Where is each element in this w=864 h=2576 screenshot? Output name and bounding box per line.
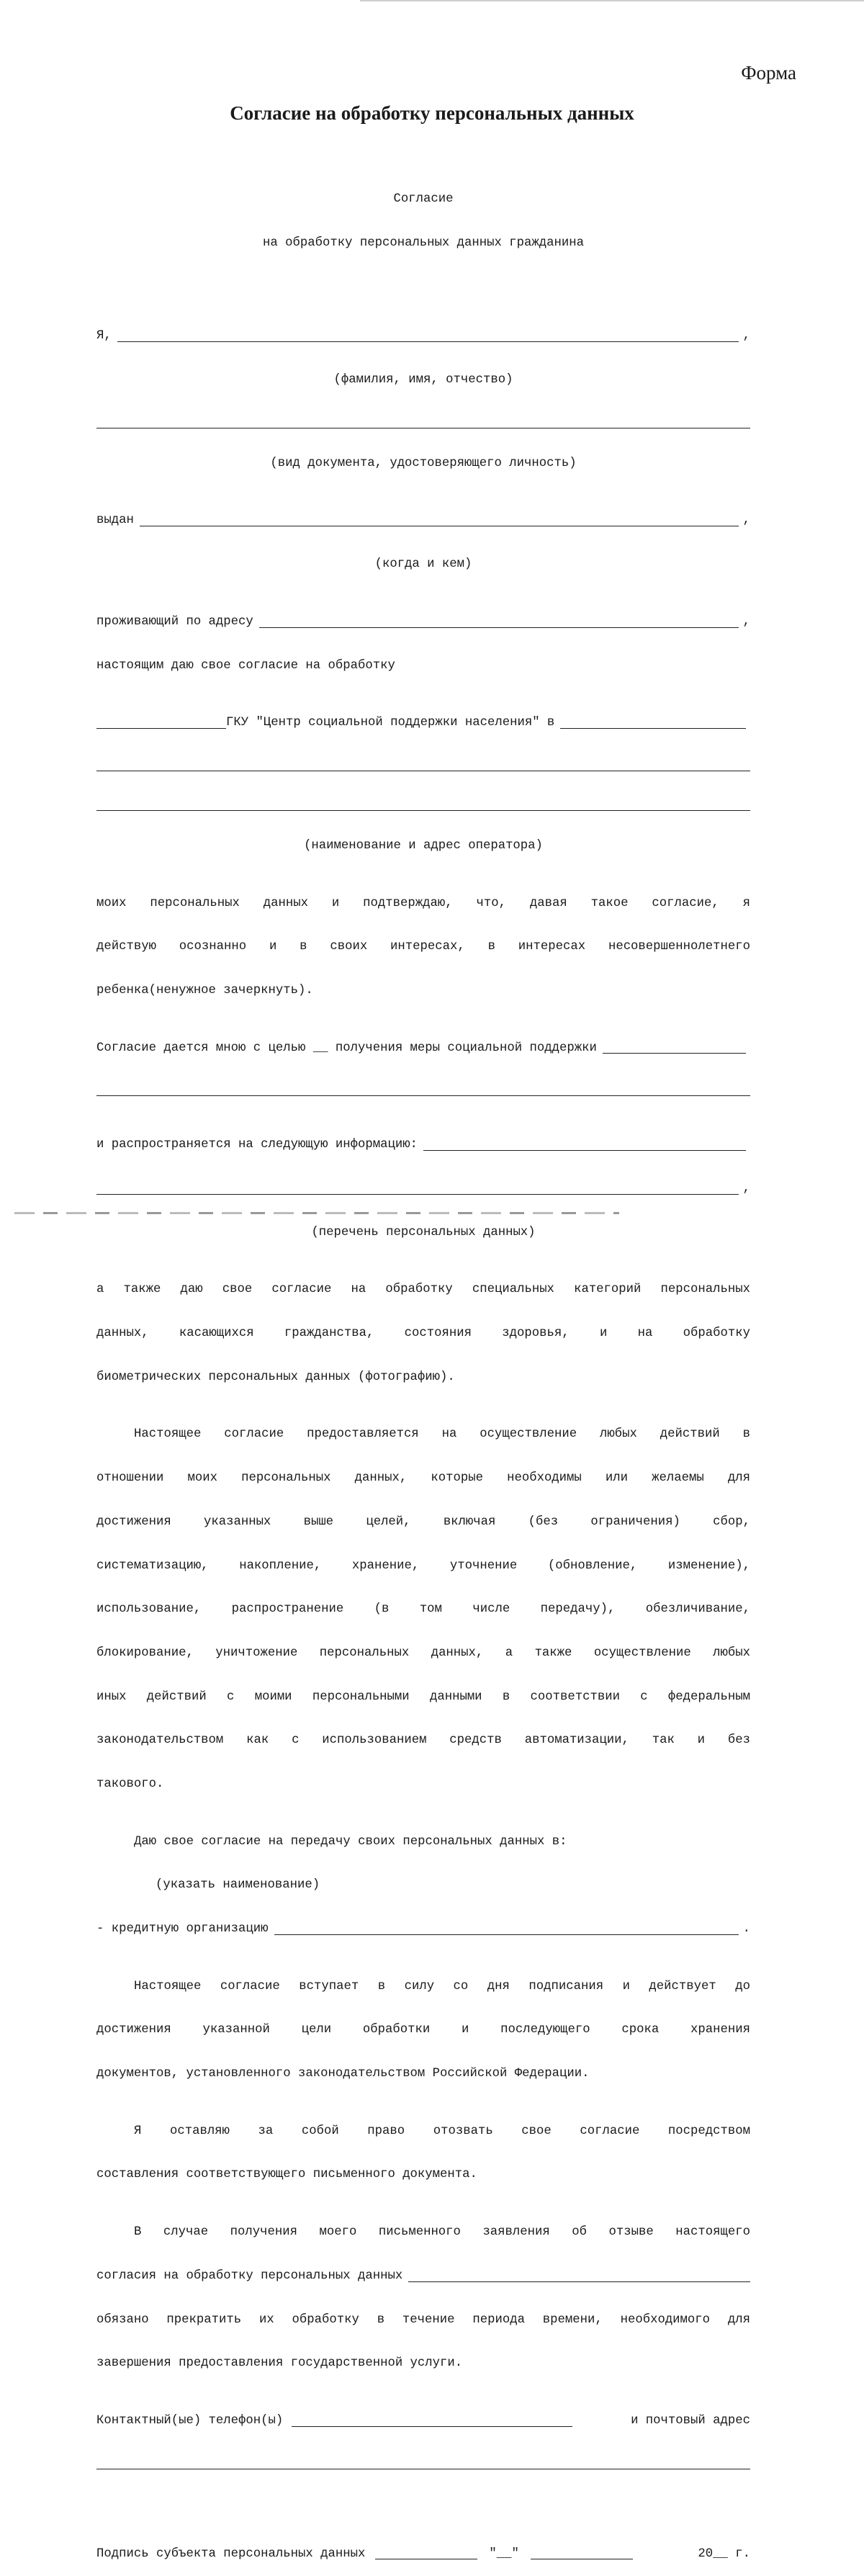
para6-line: обязано прекратить их обработку в течение периода времени, необходимого для: [96, 2312, 750, 2327]
fio-row: Я, ,: [96, 328, 750, 345]
i-label: Я,: [96, 329, 112, 344]
para6-line: завершения предоставления государственной услуги.: [96, 2356, 463, 2371]
operator-prefix-field[interactable]: [96, 717, 226, 729]
para3-line: систематизацию, накопление, хранение, уточнение (обновление, изменение),: [96, 1558, 750, 1573]
heading-subtitle: на обработку персональных данных гражданина: [263, 235, 584, 250]
para2-line: данных, касающихся гражданства, состояния здоровья, и на обработку: [96, 1327, 750, 1341]
para3-line: Настоящее согласие предоставляется на осуществление любых действий в: [134, 1427, 750, 1442]
scan-edge-top: [360, 0, 864, 1]
page-title: Согласие на обработку персональных данных: [230, 102, 634, 124]
scan-edge-bottom: [14, 1212, 619, 1214]
para3-line: достижения указанных выше целей, включая (без ограничения) сбор,: [96, 1514, 750, 1529]
info-row: [96, 1137, 750, 1154]
signature-row: [96, 2546, 750, 2563]
para3-line: такового.: [96, 1777, 164, 1791]
heading-consent: Согласие: [393, 192, 454, 206]
info-label: и распространяется на следующую информацию:: [96, 1138, 418, 1152]
address-field[interactable]: [259, 616, 739, 628]
para3-line: законодательством как с использованием средств автоматизации, так и без: [96, 1733, 750, 1748]
date-month-field[interactable]: [531, 2548, 633, 2559]
para4-line: достижения указанной цели обработки и последующего срока хранения: [96, 2023, 750, 2037]
contact-row: [96, 2413, 750, 2430]
date-day[interactable]: "__": [489, 2546, 519, 2561]
purpose-row: [96, 1041, 750, 1057]
specify-hint: (указать наименование): [156, 1878, 320, 1893]
phone-label: Контактный(ые) телефон(ы): [96, 2413, 284, 2428]
address-label: проживающий по адресу: [96, 614, 253, 629]
signature-label: Подпись субъекта персональных данных: [96, 2546, 366, 2561]
mail-address-field[interactable]: [96, 2457, 750, 2469]
fio-field[interactable]: [117, 331, 739, 342]
para1-line: ребенка(ненужное зачеркнуть).: [96, 983, 313, 997]
para3-line: использование, распространение (в том числе передачу), обезличивание,: [96, 1602, 750, 1617]
consent-line: настоящим даю свое согласие на обработку: [96, 658, 395, 673]
date-year[interactable]: 20__ г.: [698, 2546, 750, 2561]
hint-when: (когда и кем): [374, 557, 472, 572]
revoke-row: [96, 2268, 750, 2285]
operator-extra-field-2[interactable]: [96, 799, 750, 811]
revoke-operator-field[interactable]: [408, 2271, 750, 2282]
issued-field[interactable]: [140, 515, 739, 526]
credit-row: - кредитную организацию .: [96, 1921, 750, 1938]
operator-city-field[interactable]: [560, 717, 746, 729]
para3-line: отношении моих персональных данных, которые необходимы или желаемы для: [96, 1471, 750, 1486]
para1-line: моих персональных данных и подтверждаю, что, давая такое согласие, я: [96, 896, 750, 910]
info-field-2[interactable]: [96, 1183, 739, 1195]
operator-text: ГКУ "Центр социальной поддержки населения" в: [226, 716, 555, 730]
para2-line: биометрических персональных данных (фотографию).: [96, 1370, 455, 1384]
para3-line: блокирование, уничтожение персональных данных, а также осуществление любых: [96, 1646, 750, 1660]
para5-line: составления соответствующего письменного документа.: [96, 2168, 477, 2182]
purpose-text: Согласие дается мною с целью __ получения меры социальной поддержки: [96, 1041, 597, 1055]
info-row-2: ,: [96, 1181, 750, 1198]
transfer-line: Даю свое согласие на передачу своих персональных данных в:: [134, 1834, 567, 1849]
hint-document: (вид документа, удостоверяющего личность): [270, 456, 577, 470]
credit-field[interactable]: [274, 1924, 739, 1935]
para2-line: а также даю свое согласие на обработку специальных категорий персональных: [96, 1283, 750, 1297]
signature-field[interactable]: [375, 2548, 477, 2559]
consent-form: [96, 164, 750, 2576]
phone-field[interactable]: [292, 2415, 572, 2427]
para3-line: иных действий с моими персональными данными в соответствии с федеральным: [96, 1689, 750, 1704]
hint-fio: (фамилия, имя, отчество): [333, 373, 513, 387]
purpose-extra-field[interactable]: [96, 1084, 750, 1096]
para5-line: Я оставляю за собой право отозвать свое согласие посредством: [134, 2124, 750, 2138]
form-label: Форма: [741, 62, 796, 84]
document-field[interactable]: [96, 416, 750, 428]
para6-line: согласия на обработку персональных данных: [96, 2268, 403, 2283]
purpose-field[interactable]: [603, 1042, 746, 1054]
credit-label: - кредитную организацию: [96, 1921, 269, 1936]
para4-line: Настоящее согласие вступает в силу со дня подписания и действует до: [134, 1979, 750, 1993]
para4-line: документов, установленного законодательством Российской Федерации.: [96, 2067, 590, 2081]
operator-extra-field-1[interactable]: [96, 759, 750, 771]
address-row: проживающий по адресу ,: [96, 614, 750, 631]
issued-label: выдан: [96, 513, 134, 528]
hint-operator: (наименование и адрес оператора): [304, 838, 543, 853]
operator-row: [96, 715, 750, 732]
issued-row: выдан ,: [96, 513, 750, 529]
hint-list: (перечень персональных данных): [311, 1225, 536, 1239]
para1-line: действую осознанно и в своих интересах, в интересах несовершеннолетнего: [96, 940, 750, 954]
info-field[interactable]: [423, 1139, 746, 1151]
para6-line: В случае получения моего письменного заявления об отзыве настоящего: [134, 2225, 750, 2240]
mail-label: и почтовый адрес: [631, 2413, 750, 2428]
